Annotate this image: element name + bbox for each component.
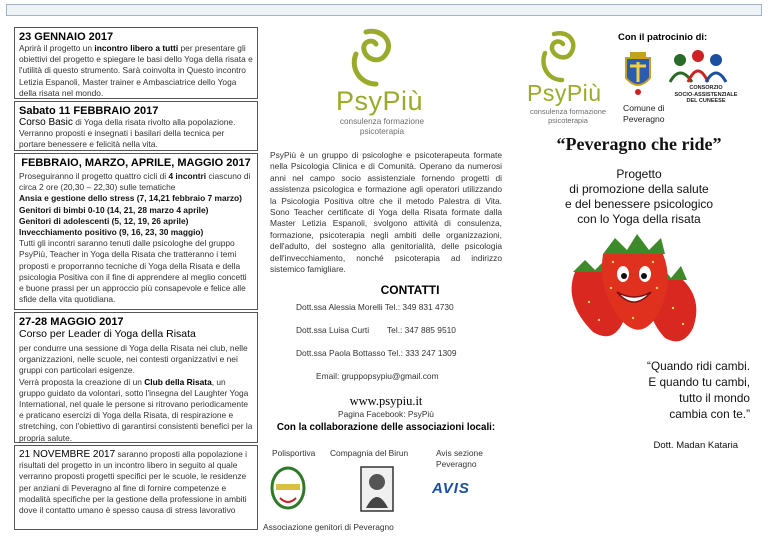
project-subtitle: Progetto di promozione della salute e del benessere psicologico con lo Yoga della risata bbox=[564, 167, 714, 226]
event-text: 21 NOVEMBRE 2017 saranno proposti alla popolazione i risultati del progetto in un incontro libero in seguito al quale verranno proposti progetti specifici per le scuole, le residenze per anziani di Peveragno al fine di fornire competenze e modalità specifiche per la gestione della professione in ambiti dove il contatto umano è spesso causa di stress lavorativo bbox=[19, 449, 247, 516]
event-box-november bbox=[14, 445, 258, 530]
contact-line: Dott.ssa Alessia Morelli Tel.: 349 831 4730 bbox=[296, 302, 454, 312]
event-text: Aprirà il progetto un incontro libero a tutti per presentare gli obiettivi del progetto e spiegare le basi dello Yoga della risata e l'utilità di questo strumento. Sarà coinvolta in Questo incontro Letizia Espanoli, Master trainer e Ambasciatrice dello Yoga della risata nel mondo. bbox=[19, 43, 253, 98]
association-name: Polisportiva bbox=[272, 448, 316, 458]
event-box-may bbox=[14, 312, 258, 443]
about-text: PsyPiù è un gruppo di psicologhe e psicoterapeuta formate nella Psicologia Clinica e di Comunità. Operano da numerosi anni nel campo socio assistenziale fornendo progetti di assistenza psicologica e formazione agli operatori utilizzando la Psicologia Positiva oltre che il metodo Palestra di Vita. Sono Teacher certificate di Yoga della Risata formate dalla Master Letizia Espanoli, svolgono attività di consulenza, formazione, psicoterapia negli ambiti delle organizzazioni, dell'adulto, del sostegno alla genitorialità, delle psicologia dell'invecchiamento, nonché psicoterapia ad indirizzo sistemico famigliare. bbox=[270, 150, 502, 275]
event-box-cycles bbox=[14, 153, 258, 310]
contact-line: Dott.ssa Luisa Curti bbox=[296, 325, 370, 335]
event-date: 27-28 MAGGIO 2017 bbox=[19, 316, 124, 328]
event-date: Sabato 11 FEBBRAIO 2017 bbox=[19, 105, 159, 117]
avis-logo-icon: AVIS bbox=[432, 480, 470, 497]
topic-item: Genitori di adolescenti (5, 12, 19, 26 aprile) bbox=[19, 215, 189, 226]
event-subtitle: Corso per Leader di Yoga della Risata bbox=[19, 328, 196, 340]
polisportiva-logo-icon bbox=[270, 466, 306, 510]
strawberries-illustration-icon bbox=[553, 232, 723, 352]
contact-line: Dott.ssa Paola Bottasso Tel.: 333 247 1309 bbox=[296, 348, 457, 358]
birun-logo-icon bbox=[360, 466, 394, 512]
brand-name: PsyPiù bbox=[527, 80, 602, 106]
association-name: Avis sezione Peveragno bbox=[436, 448, 483, 469]
brand-tagline: consulenza formazione psicoterapia bbox=[339, 117, 425, 136]
event-text: Tutti gli incontri saranno tenuti dalle psicologhe del gruppo PsyPiù, Teacher in Yoga della Risata che tratteranno i temi proposti e proporranno tecniche di Yoga della Risata e della psicologia Positiva con il fine di apprendere al meglio concetti e buone prassi per un approccio più consapevole e felice alle sfide della vita quotidiana. bbox=[19, 238, 247, 305]
event-box-january bbox=[14, 27, 258, 99]
contact-phone: Tel.: 347 885 9510 bbox=[387, 325, 456, 335]
consorzio-label: CONSORZIO SOCIO-ASSISTENZIALE DEL CUNEESE bbox=[674, 85, 738, 104]
comune-crest-icon bbox=[620, 48, 656, 98]
event-text: per condurre una sessione di Yoga della Risata nei club, nelle organizzazioni, nelle scuole, nei contesti organizzativi e nei gruppi con particolari esigenze. bbox=[19, 343, 248, 376]
collaboration-heading: Con la collaborazione delle associazioni locali: bbox=[276, 422, 496, 433]
event-date: 23 GENNAIO 2017 bbox=[19, 31, 114, 43]
association-name: Associazione genitori di Peveragno bbox=[263, 522, 394, 532]
consorzio-logo-icon bbox=[666, 46, 730, 86]
topic-item: Invecchiamento positivo (9, 16, 23, 30 maggio) bbox=[19, 227, 204, 238]
event-date: FEBBRAIO, MARZO, APRILE, MAGGIO 2017 bbox=[21, 157, 251, 169]
event-text: Corso Basic di Yoga della risata rivolto alla popolazione. Verranno proposti e insegnati i basilari della tecnica per portare benessere e felicità nella vita. bbox=[19, 117, 236, 150]
quote-author: Dott. Madan Kataria bbox=[653, 440, 738, 451]
patronage-heading: Con il patrocinio di: bbox=[618, 32, 708, 43]
comune-label: Comune di Peveragno bbox=[623, 103, 665, 124]
topic-item: Genitori di bimbi 0-10 (14, 21, 28 marzo 4 aprile) bbox=[19, 204, 209, 215]
quote-text: “Quando ridi cambi. E quando tu cambi, tutto il mondo cambia con te.” bbox=[647, 359, 750, 421]
association-name: Compagnia del Birun bbox=[330, 448, 409, 458]
facebook-link[interactable]: Pagina Facebook: PsyPiù bbox=[338, 409, 434, 419]
event-text: Verrà proposta la creazione di un Club della Risata, un gruppo guidato da volontari, sotto l'insegna del Laughter Yoga International, nel quale le persone si ritrovano periodicamente e praticano esercizi di Yoga della Risata, di respirazione e stretching, con l'obiettivo di garantirsi consistenti benefici per la propria salute. bbox=[19, 376, 253, 443]
contact-email[interactable]: Email: gruppopsypiu@gmail.com bbox=[316, 371, 439, 381]
topic-item: Ansia e gestione dello stress (7, 14,21 febbraio 7 marzo) bbox=[19, 193, 242, 204]
brand-name: PsyPiù bbox=[336, 86, 424, 116]
event-text: Proseguiranno il progetto quattro cicli di 4 incontri ciascuno di circa 2 ore (20,30 – 22,30) sulle tematiche bbox=[19, 171, 251, 193]
contacts-heading: CONTATTI bbox=[380, 283, 440, 297]
event-box-february bbox=[14, 101, 258, 151]
website-link[interactable]: www.psypiu.it bbox=[349, 394, 423, 408]
brand-tagline: consulenza formazione psicoterapia bbox=[529, 107, 606, 125]
project-title: “Peveragno che ride” bbox=[556, 134, 722, 154]
top-banner bbox=[6, 4, 762, 16]
